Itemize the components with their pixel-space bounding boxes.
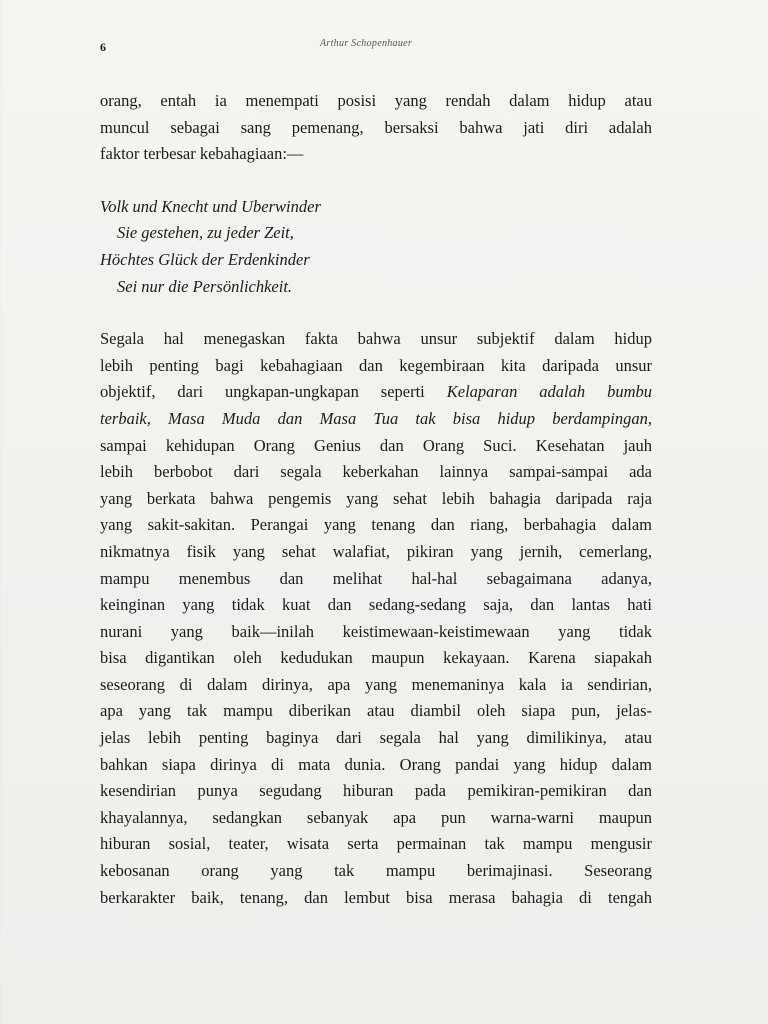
text-line	[100, 406, 652, 433]
body-text	[100, 88, 652, 911]
text-line: kebosanan orang yang tak mampu berimajinasi. Seseorang	[100, 861, 652, 881]
text-line: hiburan sosial, teater, wisata serta permainan tak mampu mengusir	[100, 834, 652, 854]
paragraph-1	[100, 88, 652, 168]
text-line: sampai kehidupan Orang Genius dan Orang Suci. Kesehatan jauh	[100, 435, 652, 455]
text-line: khayalannya, sedangkan sebanyak apa pun warna-warni maupun	[100, 807, 652, 827]
poem-verse: Volk und Knecht und Uberwinder	[100, 196, 321, 216]
text-line: nurani yang baik—inilah keistimewaan-keistimewaan yang tidak	[100, 621, 652, 641]
text-run: objektif, dari ungkapan-ungkapan seperti	[100, 382, 447, 402]
text-line: mampu menembus dan melihat hal-hal sebagaimana adanya,	[100, 568, 652, 588]
poem-verse: Sie gestehen, zu jeder Zeit,	[117, 223, 294, 243]
text-run: ,	[647, 408, 652, 428]
text-line: apa yang tak mampu diberikan atau diambil oleh siapa pun, jelas-	[100, 701, 652, 721]
text-line: yang sakit-sakitan. Perangai yang tenang dan riang, berbahagia dalam	[100, 515, 652, 535]
italic-phrase: Kelaparan adalah bumbu	[446, 382, 652, 402]
text-line: berkarakter baik, tenang, dan lembut bisa merasa bahagia di tengah	[100, 887, 652, 907]
text-line: Segala hal menegaskan fakta bahwa unsur subjektif dalam hidup	[100, 329, 652, 349]
page-number: 6	[100, 40, 106, 54]
text-line: bisa digantikan oleh kedudukan maupun kekayaan. Karena siapakah	[100, 648, 652, 668]
text-line: keinginan yang tidak kuat dan sedang-sedang saja, dan lantas hati	[100, 595, 652, 615]
text-line: faktor terbesar kebahagiaan:—	[100, 144, 304, 164]
text-line: lebih berbobot dari segala keberkahan lainnya sampai-sampai ada	[100, 462, 652, 482]
text-line: yang berkata bahwa pengemis yang sehat lebih bahagia daripada raja	[100, 488, 652, 508]
poem-verse: Sei nur die Persönlichkeit.	[117, 276, 293, 296]
poem	[100, 194, 652, 300]
text-line: muncul sebagai sang pemenang, bersaksi bahwa jati diri adalah	[100, 117, 652, 137]
running-title: Arthur Schopenhauer	[320, 38, 413, 49]
text-line: nikmatnya fisik yang sehat walafiat, pikiran yang jernih, cemerlang,	[100, 541, 652, 561]
italic-phrase: terbaik, Masa Muda dan Masa Tua tak bisa hidup berdampingan	[100, 408, 648, 428]
text-line: kesendirian punya segudang hiburan pada pemikiran-pemikiran dan	[100, 781, 652, 801]
text-line: orang, entah ia menempati posisi yang rendah dalam hidup atau	[100, 91, 652, 110]
text-line: bahkan siapa dirinya di mata dunia. Orang pandai yang hidup dalam	[100, 754, 652, 774]
running-head	[100, 40, 652, 60]
text-line	[100, 379, 652, 406]
text-line: seseorang di dalam dirinya, apa yang menemaninya kala ia sendirian,	[100, 674, 652, 694]
paragraph-2	[100, 326, 652, 911]
text-line: lebih penting bagi kebahagiaan dan kegembiraan kita daripada unsur	[100, 355, 652, 375]
text-line: jelas lebih penting baginya dari segala hal yang dimilikinya, atau	[100, 728, 652, 748]
poem-verse: Höchtes Glück der Erdenkinder	[100, 249, 310, 269]
